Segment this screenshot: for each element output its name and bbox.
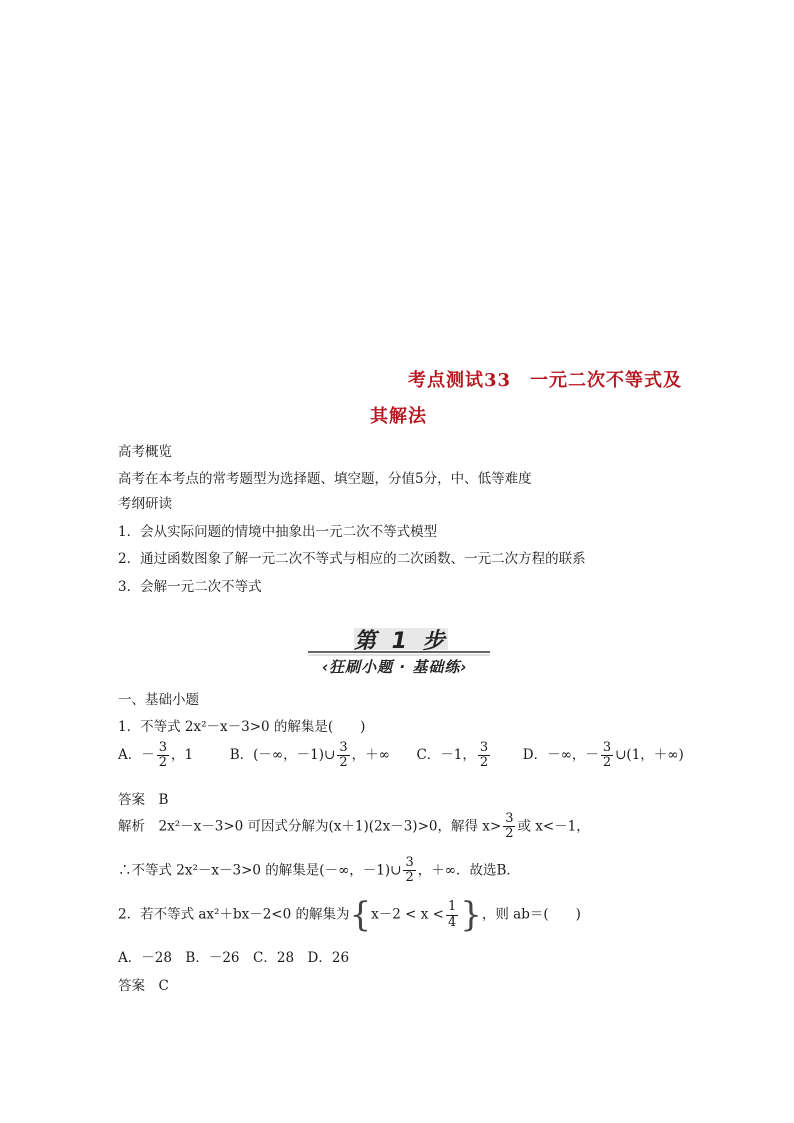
outline-item: 2．通过函数图象了解一元二次不等式与相应的二次函数、一元二次方程的联系 — [118, 551, 586, 567]
page-title-line1: 考点测试33 一元二次不等式及 — [408, 370, 683, 391]
set-right-brace: } — [460, 895, 482, 935]
q1-answer: 答案 B — [118, 792, 169, 808]
outline-item: 1．会从实际问题的情境中抽象出一元二次不等式模型 — [118, 524, 438, 540]
overview-heading: 高考概览 — [118, 444, 172, 460]
outline-heading: 考纲研读 — [118, 496, 172, 512]
set-left-brace: { — [349, 895, 372, 935]
q1-analysis-line1: 解析 2x²－x－3>0 可因式分解为(x＋1)(2x－3)>0，解得 x> $\frac{3}{2}$ 或 x<－1， — [118, 811, 590, 842]
q1-analysis-line2: ∴不等式 2x²－x－3>0 的解集是(－∞，－1)∪ $\frac{3}{2}$ ，＋∞．故选B． — [118, 855, 520, 886]
q1-option-d: D．－∞，－ $\frac{3}{2}$ ∪(1，＋∞) — [522, 740, 684, 771]
step-banner — [308, 622, 490, 682]
step-subtitle: ‹狂刷小题 · 基础练› — [322, 658, 468, 676]
q2-options: A．－28 B．－26 C．28 D．26 — [118, 950, 350, 966]
outline-item: 3．会解一元二次不等式 — [118, 579, 262, 595]
q2-answer: 答案 C — [118, 978, 169, 994]
section-heading: 一、基础小题 — [118, 692, 199, 708]
overview-text: 高考在本考点的常考题型为选择题、填空题，分值5分，中、低等难度 — [118, 471, 532, 487]
q1-option-a: A．－ $\frac{3}{2}$ ，1 — [118, 740, 194, 771]
step-label: 第 1 步 — [354, 629, 449, 654]
q1-option-c: C．－1， $\frac{3}{2}$ — [416, 740, 489, 771]
page-title-line2: 其解法 — [370, 406, 427, 427]
q1-options — [118, 741, 684, 771]
q2-stem: 2．若不等式 ax²＋bx－2<0 的解集为{x－2 < x < $\frac{1}{4}$ }，则 ab＝( ) — [118, 895, 581, 935]
q1-stem: 1．不等式 2x²－x－3>0 的解集是( ) — [118, 719, 366, 735]
q1-option-b: B．(－∞，－1)∪ $\frac{3}{2}$ ，＋∞ — [229, 740, 390, 771]
